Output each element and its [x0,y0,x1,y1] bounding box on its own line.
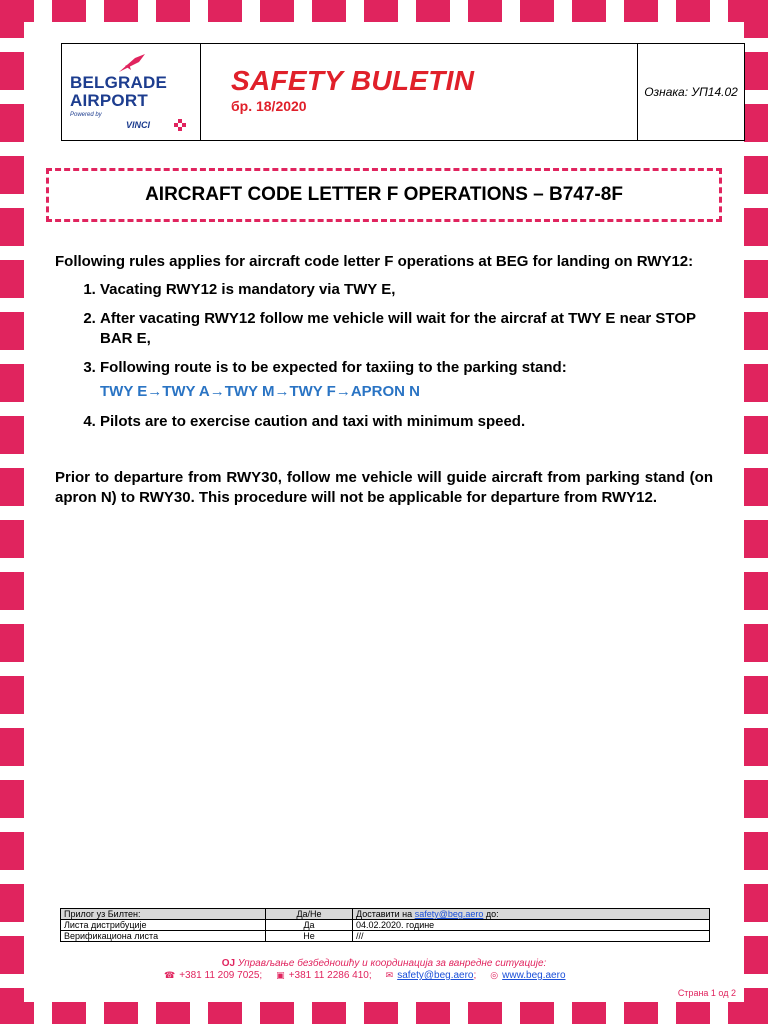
website-link[interactable]: www.beg.aero [502,970,566,981]
table-cell: Прилог уз Билтен: [61,909,266,920]
globe-icon: ◎ [490,970,499,980]
table-cell: 04.02.2020. године [353,920,710,931]
email-separator: ; [473,970,477,981]
intro-paragraph: Following rules applies for aircraft code letter F operations at BEG for landing on RWY12: [55,253,694,270]
fax-number: +381 11 2286 410; [288,970,372,981]
table-row [61,909,710,920]
until-label: до: [485,909,499,919]
document-body [55,252,713,523]
table-row [61,920,710,931]
web-contact [490,970,565,981]
logo-text-belgrade: BELGRADE [70,73,167,92]
striped-border-left [0,0,24,1024]
footer-email-link[interactable]: safety@beg.aero [397,970,474,981]
rules-list [55,280,713,432]
airport-logo [62,44,201,140]
header-code-cell [638,44,744,140]
table-cell: Да/Не [266,909,353,920]
list-item [100,358,713,402]
striped-border-right [744,0,768,1024]
email-contact [386,970,477,981]
striped-border-top [0,0,768,22]
table-cell: Да [266,920,353,931]
plane-icon [117,52,147,74]
striped-border-bottom [0,1002,768,1024]
logo-text-airport: AIRPORT [70,91,148,110]
bulletin-title: SAFETY BULETIN [231,65,475,96]
footer-contacts [164,970,624,981]
table-cell: Не [266,931,353,942]
table-cell: Листа дистрибуције [61,920,266,931]
taxi-route: TWY E→TWY A→TWY M→TWY F→APRON N [100,383,420,400]
list-item: 2. After vacating RWY12 follow me vehicle will wait for the aircraf at TWY E near STOP BAR E, [100,309,713,349]
footer-organization [24,958,744,969]
deliver-to-label: Доставити на [356,909,413,919]
page-number: Страна 1 од 2 [677,988,736,998]
fax-icon: ▣ [276,970,285,980]
table-cell [353,909,710,920]
list-item: 1. Vacating RWY12 is mandatory via TWY E, [100,280,713,300]
document-page [24,22,744,1002]
logo-powered-by: Powered by [70,112,102,118]
table-cell: /// [353,931,710,942]
phone-number: +381 11 209 7025; [179,970,263,981]
header-title-cell [201,44,638,140]
phone-icon: ☎ [164,970,176,980]
attachment-table [60,908,710,942]
table-cell: Верификациона листа [61,931,266,942]
document-title: AIRCRAFT CODE LETTER F OPERATIONS – B747-8F [46,168,722,222]
email-icon: ✉ [385,970,394,980]
document-code: Ознака: УП14.02 [644,85,738,99]
vinci-mark-icon [174,119,186,131]
org-name: Управљање безбедношћу и координација за ванредне ситуације: [237,958,547,969]
org-prefix: ОЈ [221,958,236,969]
fax-contact [276,970,371,981]
bulletin-number: бр. 18/2020 [231,98,307,114]
list-item: 4. Pilots are to exercise caution and taxi with minimum speed. [100,412,713,432]
logo-vinci: VINCI [126,120,151,130]
list-item-text: Following route is to be expected for taxiing to the parking stand: [100,359,567,376]
header-table [61,43,745,141]
departure-paragraph: Prior to departure from RWY30, follow me vehicle will guide aircraft from parking stand (on apron N) to RWY30. This procedure will not be applicable for departure from RWY12. [55,469,713,506]
table-row [61,931,710,942]
phone-contact [164,970,262,981]
safety-email-link[interactable]: safety@beg.aero [414,909,484,919]
